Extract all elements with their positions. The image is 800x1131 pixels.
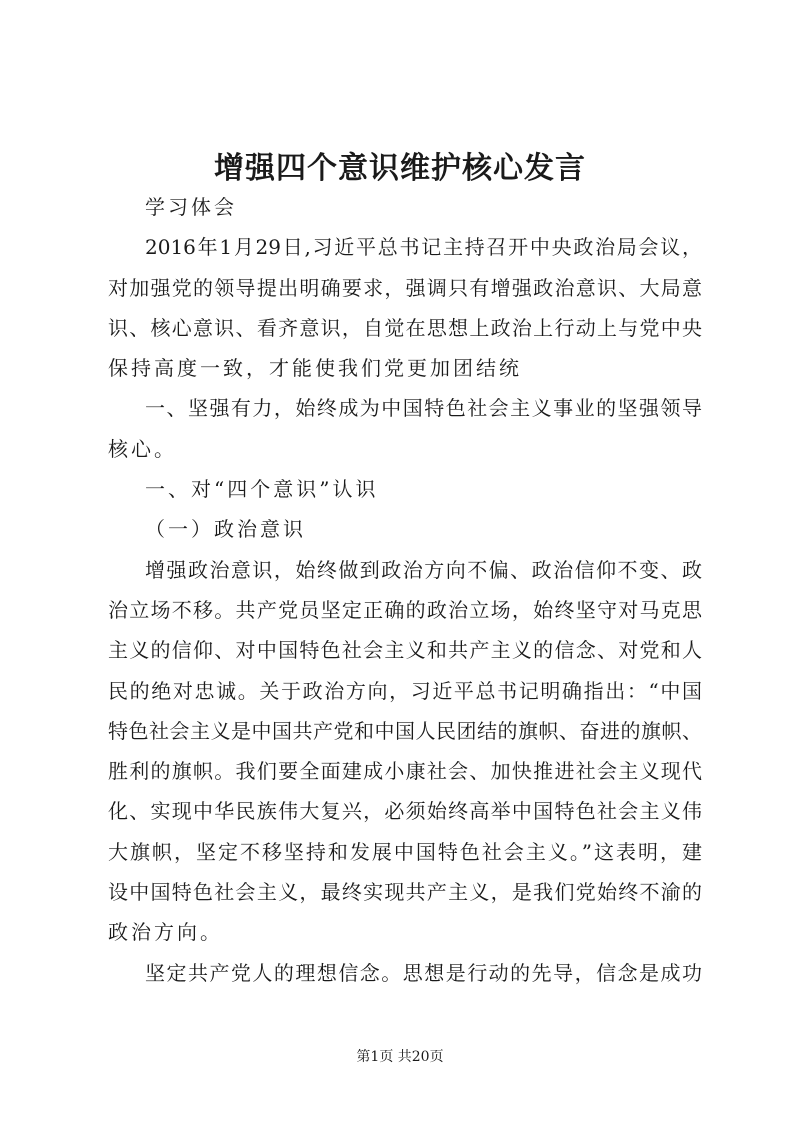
paragraph-line: 识、核心意识、看齐意识，自觉在思想上政治上行动上与党中央 <box>108 315 702 340</box>
paragraph-line: 特色社会主义是中国共产党和中国人民团结的旗帜、奋进的旗帜、 <box>108 718 702 743</box>
paragraph-line: 对加强党的领导提出明确要求，强调只有增强政治意识、大局意 <box>108 275 702 300</box>
section-heading: 一、对“四个意识”认识 <box>145 477 379 502</box>
paragraph-line: 一、坚强有力，始终成为中国特色社会主义事业的坚强领导 <box>145 396 702 421</box>
paragraph-line: 核心。 <box>108 436 177 461</box>
subsection-heading: （一）政治意识 <box>145 517 306 542</box>
subtitle: 学习体会 <box>145 195 237 219</box>
document-title: 增强四个意识维护核心发言 <box>214 151 586 186</box>
paragraph-line: 大旗帜，坚定不移坚持和发展中国特色社会主义。”这表明，建 <box>108 839 702 864</box>
paragraph-line: 坚定共产党人的理想信念。思想是行动的先导，信念是成功 <box>145 960 702 985</box>
page-number: 第1页 共20页 <box>356 1049 444 1065</box>
paragraph-line: 化、实现中华民族伟大复兴，必须始终高举中国特色社会主义伟 <box>108 799 702 824</box>
paragraph-line: 设中国特色社会主义，最终实现共产主义，是我们党始终不渝的 <box>108 880 702 905</box>
document-body <box>108 187 702 993</box>
paragraph-line: 胜利的旗帜。我们要全面建成小康社会、加快推进社会主义现代 <box>108 759 702 784</box>
paragraph-line: 政治方向。 <box>108 920 223 945</box>
paragraph-line: 主义的信仰、对中国特色社会主义和共产主义的信念、对党和人 <box>108 638 702 663</box>
paragraph-line: 2016年1月29日,习近平总书记主持召开中央政治局会议， <box>145 235 702 260</box>
paragraph-line: 民的绝对忠诚。关于政治方向，习近平总书记明确指出：“中国 <box>108 678 702 703</box>
paragraph-line: 治立场不移。共产党员坚定正确的政治立场，始终坚守对马克思 <box>108 597 702 622</box>
paragraph-line: 保持高度一致，才能使我们党更加团结统 <box>108 356 522 381</box>
paragraph-line: 增强政治意识，始终做到政治方向不偏、政治信仰不变、政 <box>145 557 702 582</box>
